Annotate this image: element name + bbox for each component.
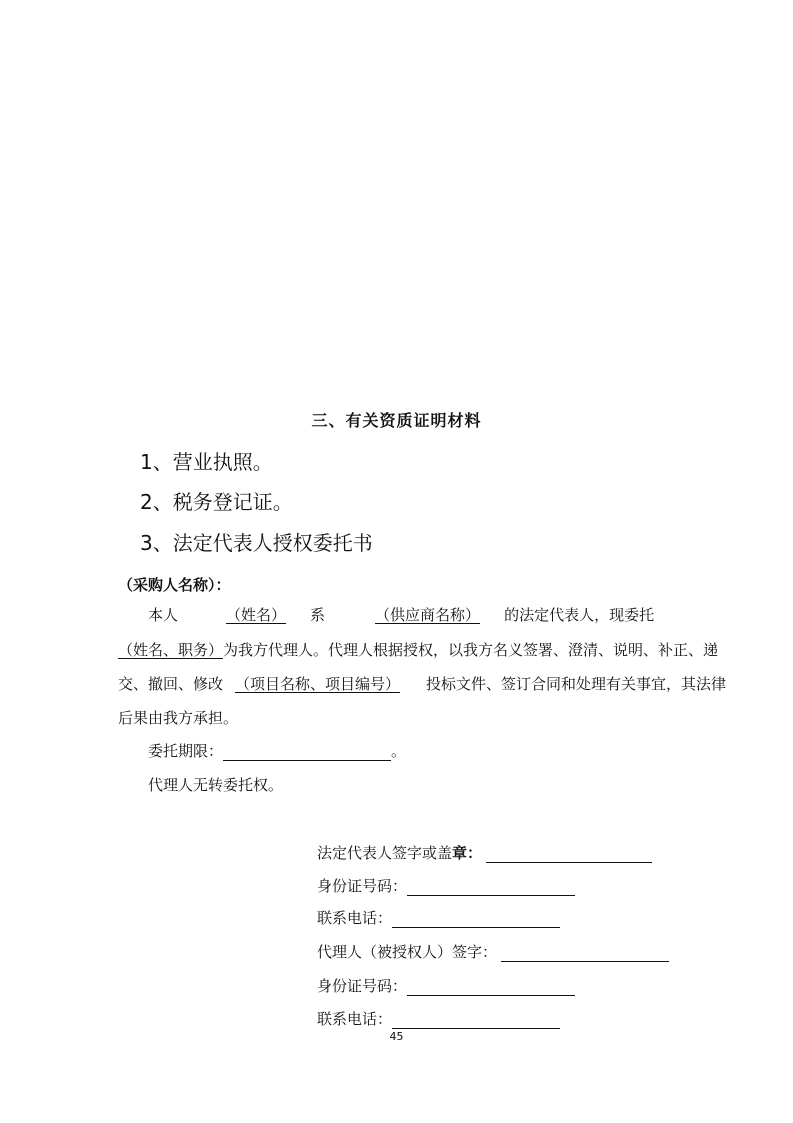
term-end: 。 — [391, 742, 407, 760]
page-number: 45 — [389, 1030, 404, 1043]
addressee-line: （采购人名称）： — [118, 576, 231, 594]
project-field-hint: （项目名称、项目编号） — [235, 675, 401, 693]
body-line-4: 后果由我方承担。 — [118, 709, 239, 727]
agent-signature-blank[interactable] — [501, 945, 669, 962]
text-segment: 投标文件、签订合同和处理有关事宜，其法律 — [426, 675, 727, 693]
id-number-blank-1[interactable] — [407, 879, 575, 896]
term-line — [148, 740, 406, 761]
phone-label: 联系电话： — [317, 1010, 393, 1028]
body-line-1 — [148, 604, 654, 625]
term-label: 委托期限： — [148, 742, 224, 760]
list-item-tax-certificate: 2、税务登记证。 — [140, 490, 293, 514]
list-item-authorization-letter: 3、法定代表人授权委托书 — [140, 531, 373, 555]
legal-rep-signature-line — [317, 842, 652, 863]
phone-label: 联系电话： — [317, 909, 393, 927]
text-segment: 的法定代表人，现委托 — [504, 606, 655, 624]
text-segment: 系 — [310, 606, 326, 624]
id-number-blank-2[interactable] — [407, 979, 575, 996]
phone-line-1 — [317, 907, 560, 928]
agent-signature-line — [317, 941, 669, 962]
agent-label: 代理人（被授权人）签字： — [317, 943, 498, 961]
id-number-line-2 — [317, 975, 575, 996]
body-line-3 — [118, 673, 726, 694]
legal-rep-signature-blank[interactable] — [486, 846, 652, 863]
phone-line-2 — [317, 1008, 560, 1029]
legal-rep-label-bold: 章： — [452, 844, 483, 862]
phone-blank-1[interactable] — [392, 911, 560, 928]
legal-rep-label: 法定代表人签字或盖 — [317, 844, 453, 862]
id-label: 身份证号码： — [317, 977, 408, 995]
supplier-field-hint: （供应商名称） — [375, 606, 481, 624]
list-item-business-license: 1、营业执照。 — [140, 450, 273, 474]
section-heading: 三、有关资质证明材料 — [311, 411, 482, 430]
name-field-hint: （姓名） — [226, 606, 287, 624]
text-segment: 本人 — [148, 606, 179, 624]
text-segment: 交、撤回、修改 — [118, 675, 224, 693]
agent-field-hint: （姓名、职务） — [118, 641, 224, 659]
phone-blank-2[interactable] — [392, 1012, 560, 1029]
term-blank[interactable] — [223, 744, 391, 761]
text-segment: 为我方代理人。代理人根据授权，以我方名义签署、澄清、说明、补正、递 — [223, 641, 719, 659]
id-label: 身份证号码： — [317, 877, 408, 895]
no-transfer-line: 代理人无转委托权。 — [148, 776, 284, 794]
body-line-2 — [118, 639, 718, 660]
id-number-line-1 — [317, 875, 575, 896]
